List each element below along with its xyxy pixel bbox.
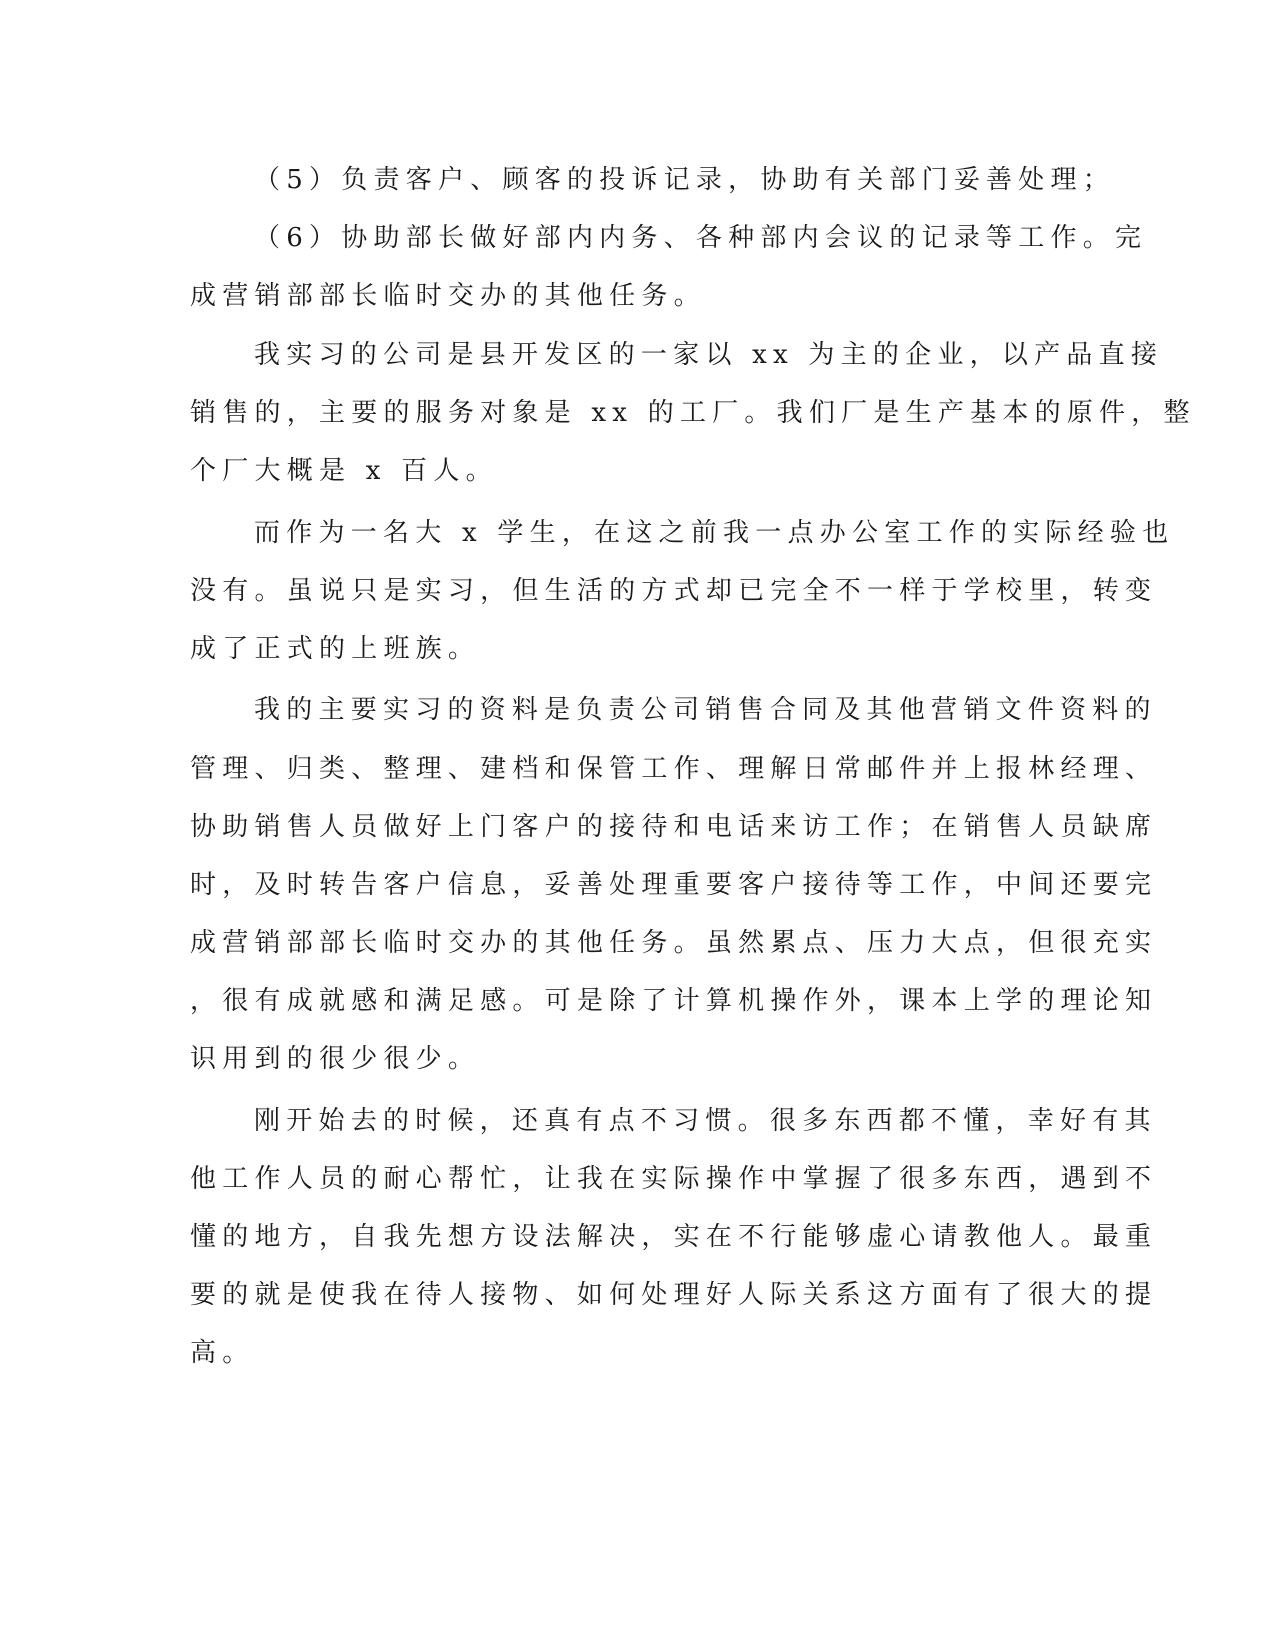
text-line: 懂的地方，自我先想方设法解决，实在不行能够虚心请教他人。最重 — [190, 1222, 1158, 1252]
text-line: （5）负责客户、顾客的投诉记录，协助有关部门妥善处理； — [254, 165, 1116, 195]
text-line: 成了正式的上班族。 — [190, 634, 481, 664]
text-line: 要的就是使我在待人接物、如何处理好人际关系这方面有了很大的提 — [190, 1280, 1158, 1310]
text-line: 时，及时转告客户信息，妥善处理重要客户接待等工作，中间还要完 — [190, 870, 1158, 900]
text-line: 而作为一名大 x 学生，在这之前我一点办公室工作的实际经验也 — [254, 518, 1175, 548]
text-line: （6）协助部长做好部内内务、各种部内会议的记录等工作。完 — [254, 223, 1148, 253]
text-line: 成营销部部长临时交办的其他任务。 — [190, 281, 706, 311]
text-line: 成营销部部长临时交办的其他任务。虽然累点、压力大点，但很充实 — [190, 928, 1158, 958]
text-line: ，很有成就感和满足感。可是除了计算机操作外，课本上学的理论知 — [190, 986, 1158, 1016]
text-line: 个厂大概是 x 百人。 — [190, 456, 498, 486]
text-line: 高。 — [190, 1338, 255, 1368]
text-line: 销售的，主要的服务对象是 xx 的工厂。我们厂是生产基本的原件，整 — [190, 398, 1196, 428]
text-line: 管理、归类、整理、建档和保管工作、理解日常邮件并上报林经理、 — [190, 754, 1158, 784]
text-line: 识用到的很少很少。 — [190, 1044, 481, 1074]
text-line: 没有。虽说只是实习，但生活的方式却已完全不一样于学校里，转变 — [190, 576, 1158, 606]
text-line: 刚开始去的时候，还真有点不习惯。很多东西都不懂，幸好有其 — [254, 1106, 1157, 1136]
text-line: 协助销售人员做好上门客户的接待和电话来访工作；在销售人员缺席 — [190, 812, 1158, 842]
text-line: 我的主要实习的资料是负责公司销售合同及其他营销文件资料的 — [254, 695, 1157, 725]
text-line: 他工作人员的耐心帮忙，让我在实际操作中掌握了很多东西，遇到不 — [190, 1164, 1158, 1194]
text-line: 我实习的公司是县开发区的一家以 xx 为主的企业，以产品直接 — [254, 340, 1164, 370]
